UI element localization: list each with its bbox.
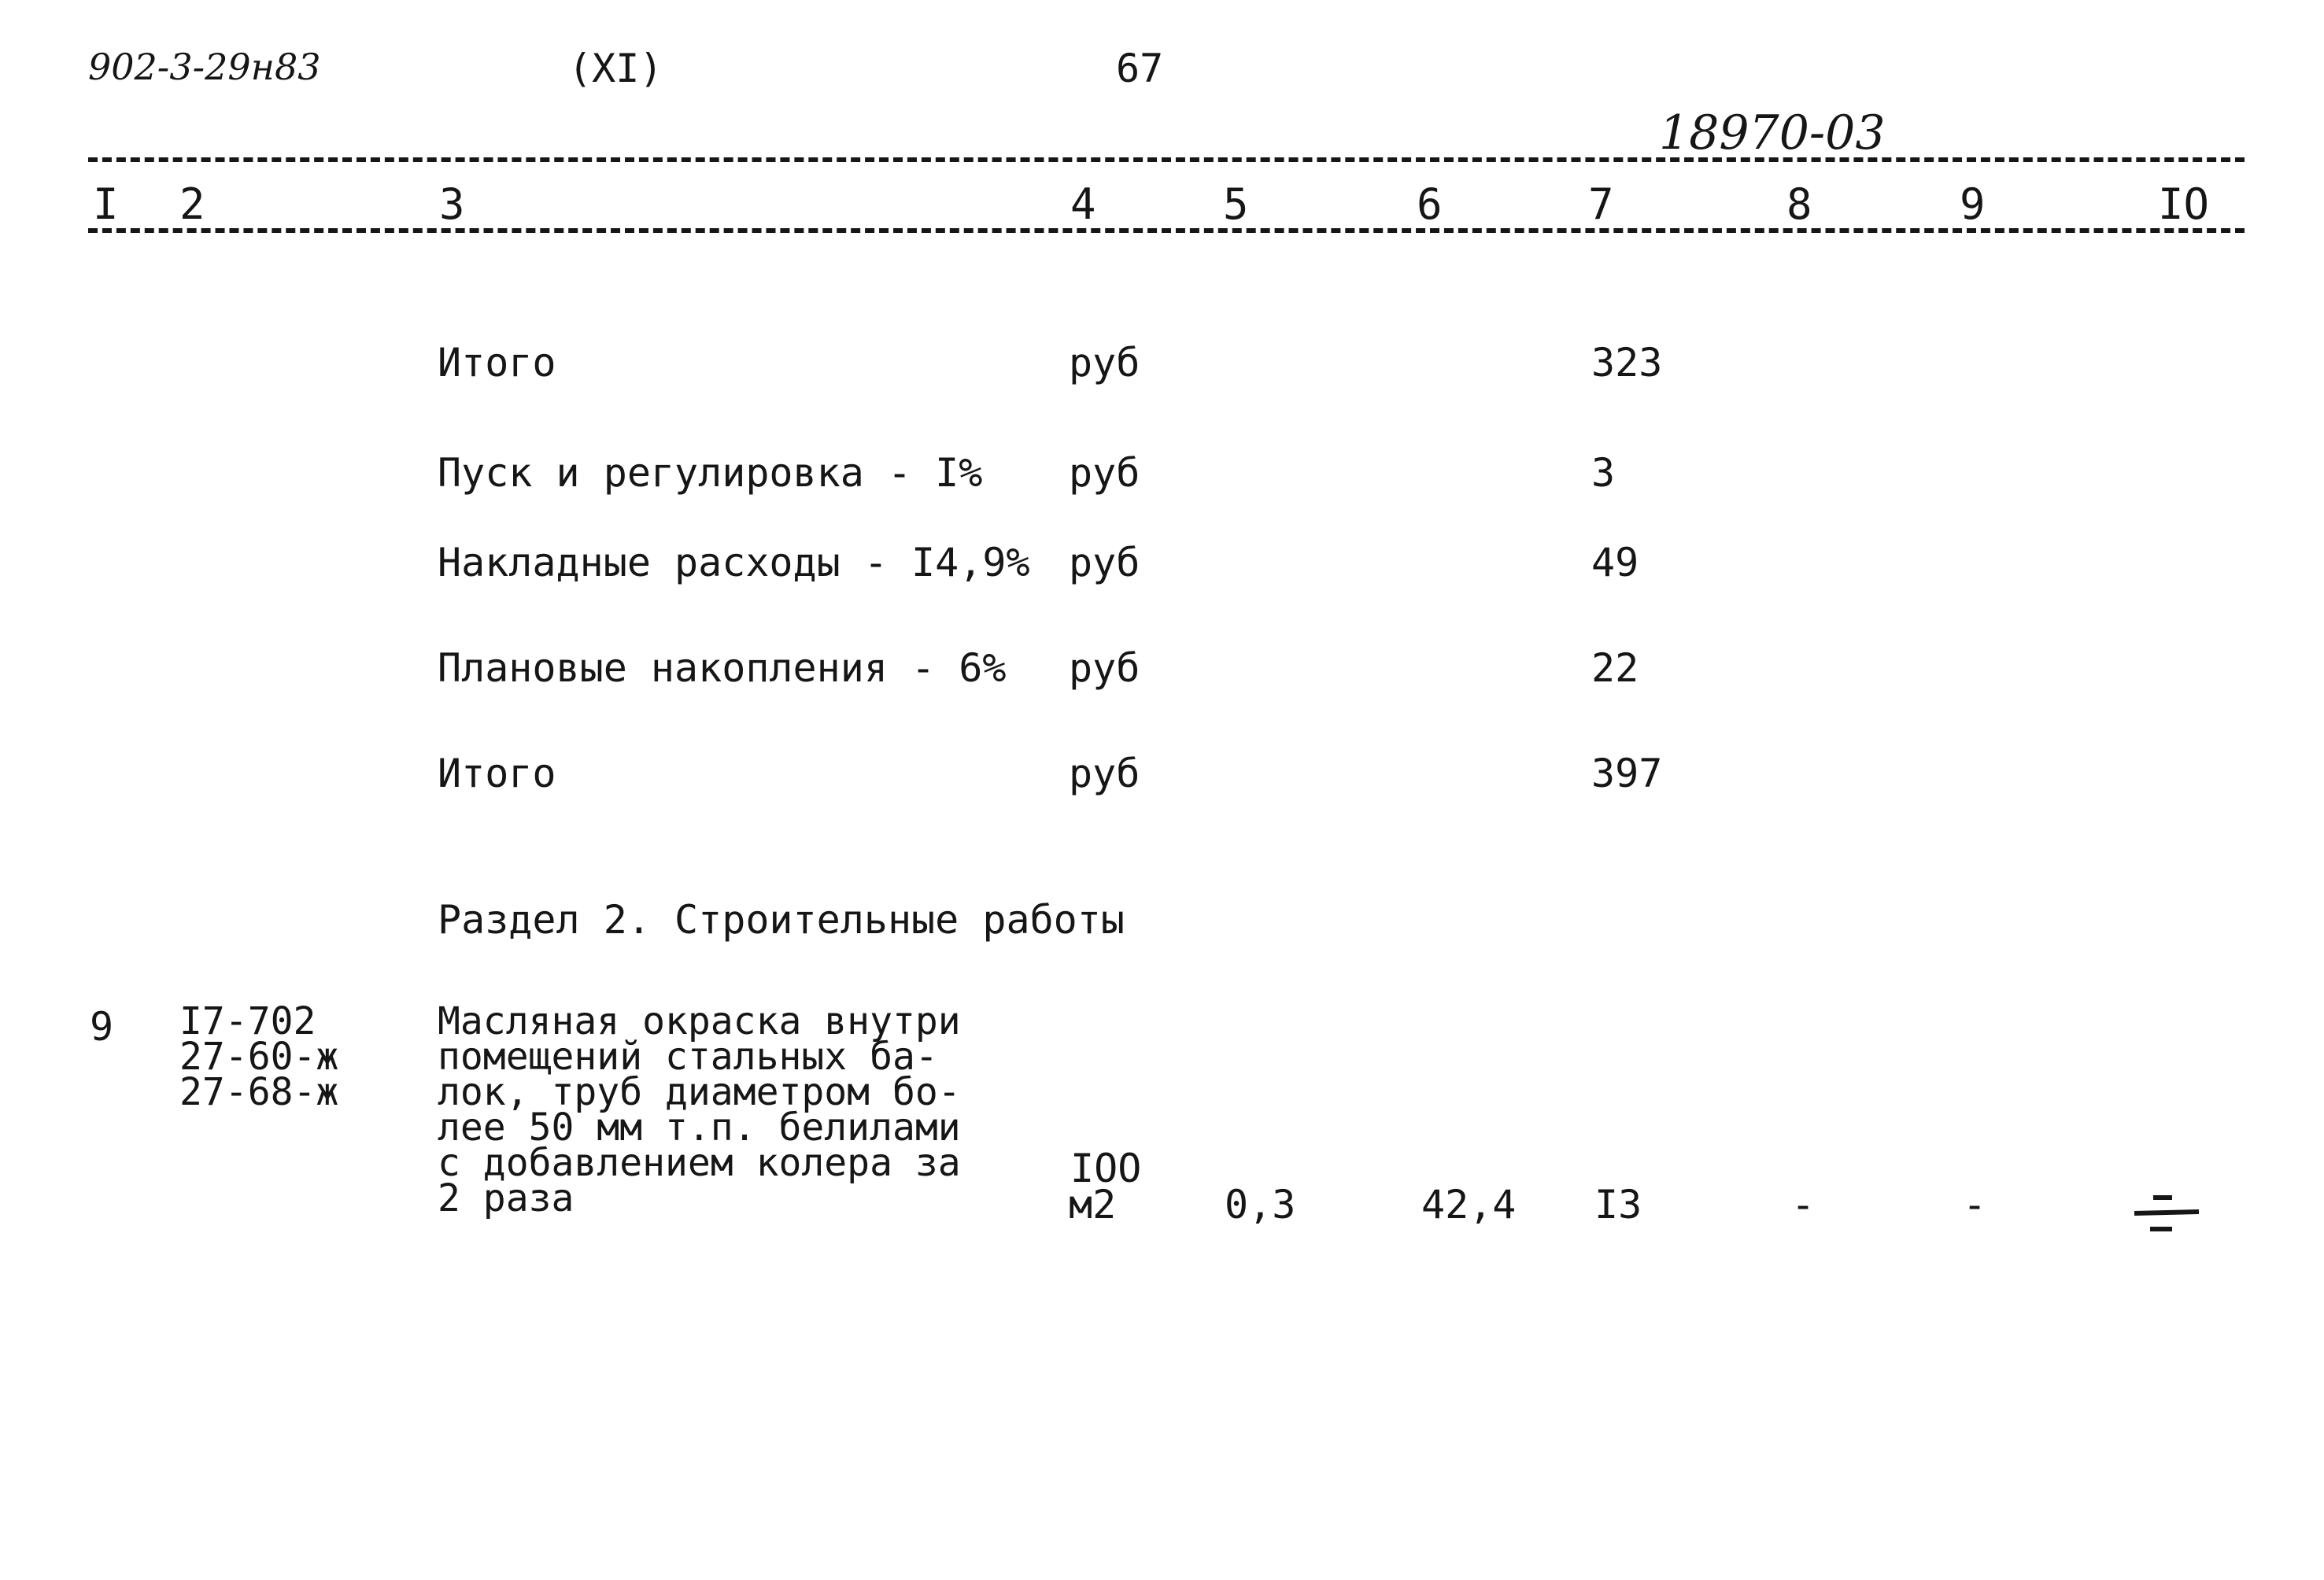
item-number: 9	[90, 1004, 114, 1050]
column-number: 8	[1786, 179, 1812, 229]
document-stamp-number: 18970-03	[1659, 105, 1886, 161]
item-unit-line1: IOO	[1070, 1146, 1142, 1191]
summary-row-name: Накладные расходы - I4,9%	[438, 540, 1030, 585]
summary-row-name: Итого	[438, 340, 556, 386]
column-number: 6	[1417, 179, 1443, 229]
header-bottom-rule	[88, 228, 2245, 233]
item-unit-line2: м2	[1069, 1182, 1117, 1227]
page-number: 67	[1116, 46, 1164, 91]
summary-row-value: 397	[1591, 751, 1663, 796]
column-number: 5	[1223, 179, 1249, 229]
item-col9: -	[1963, 1182, 1987, 1227]
summary-row-name: Итого	[438, 751, 556, 796]
summary-row-unit: руб	[1069, 645, 1140, 691]
column-number: 4	[1070, 179, 1096, 229]
summary-row-unit: руб	[1069, 540, 1140, 585]
column-number: 9	[1960, 179, 1986, 229]
column-number: 3	[439, 179, 465, 229]
item-codes	[179, 999, 339, 1114]
summary-row-name: Пуск и регулировка - I%	[438, 450, 983, 496]
item-col8: -	[1791, 1182, 1816, 1227]
summary-row-unit: руб	[1069, 340, 1140, 386]
item-total: I3	[1594, 1182, 1642, 1227]
summary-row-value: 49	[1591, 540, 1639, 585]
summary-row-unit: руб	[1069, 751, 1140, 796]
summary-row-unit: руб	[1069, 450, 1140, 496]
column-number: I	[93, 179, 119, 229]
item-quantity: 0,3	[1225, 1182, 1296, 1227]
document-code: 902-3-29н83	[88, 46, 321, 88]
summary-row-value: 3	[1591, 450, 1616, 496]
item-price: 42,4	[1421, 1182, 1517, 1227]
item-code: 27-68-ж	[179, 1070, 339, 1114]
item-code: 27-60-ж	[179, 1035, 339, 1079]
section-roman-number: (XI)	[568, 46, 663, 91]
header-top-rule	[88, 157, 2245, 162]
summary-row-name: Плановые накопления - 6%	[438, 645, 1007, 691]
summary-row-value: 323	[1591, 340, 1663, 386]
column-number: 2	[179, 179, 205, 229]
column-number: IO	[2158, 179, 2210, 229]
item-description: Масляная окраска внутри помещений стальных ба- лок, труб диаметром бо- лее 50 мм т.п. белилами с добавлением колера за 2 раза	[438, 999, 961, 1220]
strikethrough-mark-icon	[2131, 1190, 2202, 1240]
column-number: 7	[1588, 179, 1614, 229]
summary-row-value: 22	[1591, 645, 1639, 691]
section-title: Раздел 2. Строительные работы	[438, 897, 1125, 943]
item-code: I7-702	[179, 999, 316, 1043]
